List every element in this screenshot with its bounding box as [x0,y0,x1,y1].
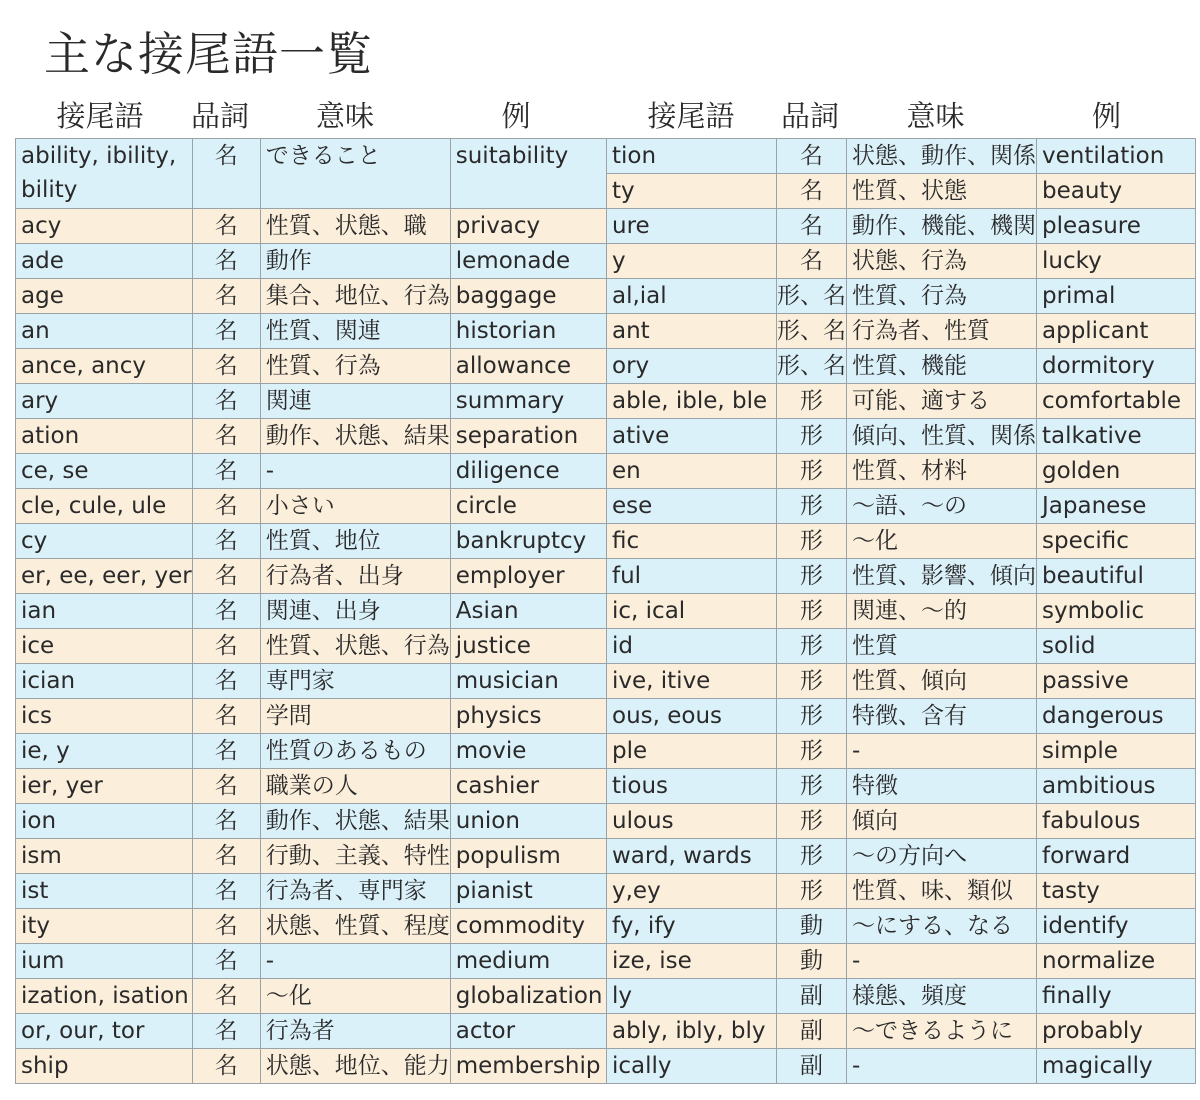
cell-suffix: ic, ical [607,594,777,629]
cell-example: magically [1037,1049,1196,1084]
cell-suffix: ade [16,244,193,279]
cell-suffix: ful [607,559,777,594]
cell-suffix: ician [16,664,193,699]
cell-part-of-speech: 名 [192,944,260,979]
cell-example: diligence [450,454,608,489]
cell-meaning: ～にする、なる [847,909,1037,944]
table-header-row [15,96,597,138]
suffix-table-left [15,138,609,1084]
cell-example: beauty [1037,174,1196,209]
cell-suffix: ability, ibility, bility [16,139,193,209]
table-row [16,1049,609,1084]
table-row [16,804,609,839]
cell-meaning: 状態、性質、程度 [260,909,450,944]
table-row [607,489,1196,524]
cell-meaning: ～化 [847,524,1037,559]
cell-part-of-speech: 名 [192,349,260,384]
cell-part-of-speech: 名 [192,629,260,664]
cell-suffix: ie, y [16,734,193,769]
cell-example: movie [450,734,608,769]
cell-meaning: 傾向 [847,804,1037,839]
cell-example: historian [450,314,608,349]
cell-part-of-speech: 形 [777,769,847,804]
cell-meaning: 関連 [260,384,450,419]
table-row [607,454,1196,489]
cell-meaning: ～化 [260,979,450,1014]
table-row [16,244,609,279]
cell-meaning: 行為者 [260,1014,450,1049]
cell-suffix: ian [16,594,193,629]
cell-part-of-speech: 名 [192,419,260,454]
cell-suffix: ium [16,944,193,979]
cell-meaning: 性質、行為 [260,349,450,384]
table-row [607,664,1196,699]
cell-meaning: できること [260,139,450,209]
header-pos: 品詞 [780,99,839,133]
table-row [16,944,609,979]
cell-suffix: fy, ify [607,909,777,944]
cell-part-of-speech: 名 [192,1014,260,1049]
suffix-table-left-panel [15,96,609,1084]
cell-suffix: al,ial [607,279,777,314]
cell-suffix: ous, eous [607,699,777,734]
cell-suffix: fic [607,524,777,559]
cell-example: passive [1037,664,1196,699]
table-row [16,454,609,489]
cell-meaning: 特徴 [847,769,1037,804]
cell-suffix: ice [16,629,193,664]
cell-part-of-speech: 名 [192,804,260,839]
cell-suffix: ese [607,489,777,524]
cell-example: actor [450,1014,608,1049]
cell-suffix: ize, ise [607,944,777,979]
cell-example: physics [450,699,608,734]
cell-meaning: 性質、機能 [847,349,1037,384]
table-row [16,524,609,559]
table-row [16,489,609,524]
cell-suffix: ant [607,314,777,349]
table-row [607,699,1196,734]
cell-meaning: 可能、適する [847,384,1037,419]
cell-example: dangerous [1037,699,1196,734]
cell-suffix: ive, itive [607,664,777,699]
cell-example: separation [450,419,608,454]
cell-example: baggage [450,279,608,314]
cell-suffix: cy [16,524,193,559]
cell-example: allowance [450,349,608,384]
cell-part-of-speech: 名 [777,244,847,279]
table-row [607,279,1196,314]
cell-part-of-speech: 名 [192,664,260,699]
cell-part-of-speech: 副 [777,1014,847,1049]
cell-example: simple [1037,734,1196,769]
cell-example: privacy [450,209,608,244]
table-row [16,664,609,699]
cell-meaning: 性質、状態 [847,174,1037,209]
cell-part-of-speech: 形 [777,594,847,629]
table-row [16,209,609,244]
cell-meaning: 傾向、性質、関係 [847,419,1037,454]
cell-meaning: ～語、～の [847,489,1037,524]
table-row [607,629,1196,664]
cell-part-of-speech: 形 [777,524,847,559]
cell-example: identify [1037,909,1196,944]
cell-part-of-speech: 形 [777,699,847,734]
cell-meaning: 職業の人 [260,769,450,804]
cell-example: Japanese [1037,489,1196,524]
table-row [16,559,609,594]
header-meaning: 意味 [315,99,374,133]
cell-example: pleasure [1037,209,1196,244]
cell-suffix: or, our, tor [16,1014,193,1049]
table-row [16,839,609,874]
cell-meaning: 性質、味、類似 [847,874,1037,909]
cell-part-of-speech: 名 [192,559,260,594]
cell-part-of-speech: 形 [777,839,847,874]
table-row [607,349,1196,384]
cell-meaning: 性質、状態、行為 [260,629,450,664]
cell-example: finally [1037,979,1196,1014]
cell-meaning: 行動、主義、特性 [260,839,450,874]
cell-example: solid [1037,629,1196,664]
cell-meaning: 状態、動作、関係 [847,139,1037,174]
header-example: 例 [1091,99,1121,133]
table-row [607,839,1196,874]
cell-meaning: 特徴、含有 [847,699,1037,734]
cell-meaning: 行為者、専門家 [260,874,450,909]
cell-example: membership [450,1049,608,1084]
cell-suffix: ory [607,349,777,384]
cell-suffix: ative [607,419,777,454]
cell-suffix: ure [607,209,777,244]
table-row [16,349,609,384]
cell-meaning: 小さい [260,489,450,524]
cell-part-of-speech: 名 [192,139,260,209]
cell-part-of-speech: 名 [192,594,260,629]
cell-example: beautiful [1037,559,1196,594]
cell-part-of-speech: 形 [777,874,847,909]
cell-meaning: ～できるように [847,1014,1037,1049]
header-suffix: 接尾語 [56,99,144,133]
table-row [607,314,1196,349]
cell-example: employer [450,559,608,594]
cell-part-of-speech: 名 [192,874,260,909]
cell-meaning: 性質、関連 [260,314,450,349]
table-row [16,384,609,419]
cell-meaning: 関連、～的 [847,594,1037,629]
cell-part-of-speech: 名 [192,384,260,419]
cell-part-of-speech: 名 [777,139,847,174]
table-row [607,944,1196,979]
table-row [16,979,609,1014]
table-row [607,419,1196,454]
cell-part-of-speech: 名 [192,909,260,944]
cell-suffix: ist [16,874,193,909]
cell-suffix: ically [607,1049,777,1084]
table-row [607,594,1196,629]
cell-example: cashier [450,769,608,804]
cell-meaning: 行為者、性質 [847,314,1037,349]
cell-example: medium [450,944,608,979]
table-header-row [606,96,1186,138]
cell-suffix: ics [16,699,193,734]
cell-meaning: 学問 [260,699,450,734]
cell-example: golden [1037,454,1196,489]
cell-example: symbolic [1037,594,1196,629]
cell-example: lucky [1037,244,1196,279]
cell-part-of-speech: 副 [777,979,847,1014]
table-row [16,594,609,629]
cell-meaning: 動作、状態、結果 [260,804,450,839]
cell-part-of-speech: 形、名 [777,279,847,314]
cell-part-of-speech: 名 [192,699,260,734]
cell-meaning: 様態、頻度 [847,979,1037,1014]
table-row [16,1014,609,1049]
cell-suffix: tion [607,139,777,174]
cell-meaning: 性質、地位 [260,524,450,559]
cell-suffix: acy [16,209,193,244]
cell-suffix: id [607,629,777,664]
cell-example: tasty [1037,874,1196,909]
cell-meaning: 状態、行為 [847,244,1037,279]
cell-example: populism [450,839,608,874]
table-row [607,769,1196,804]
cell-example: probably [1037,1014,1196,1049]
cell-example: summary [450,384,608,419]
cell-part-of-speech: 名 [192,839,260,874]
cell-meaning: 性質、状態、職 [260,209,450,244]
cell-example: applicant [1037,314,1196,349]
header-meaning: 意味 [906,99,965,133]
cell-example: justice [450,629,608,664]
cell-meaning: 性質のあるもの [260,734,450,769]
cell-part-of-speech: 名 [192,209,260,244]
suffix-table-right-panel [606,96,1196,1084]
cell-example: bankruptcy [450,524,608,559]
cell-example: musician [450,664,608,699]
cell-example: forward [1037,839,1196,874]
cell-suffix: ty [607,174,777,209]
cell-meaning: - [847,1049,1037,1084]
cell-suffix: ple [607,734,777,769]
cell-suffix: y,ey [607,874,777,909]
cell-example: talkative [1037,419,1196,454]
cell-part-of-speech: 動 [777,909,847,944]
table-row [607,244,1196,279]
cell-meaning: 動作 [260,244,450,279]
cell-part-of-speech: 名 [777,209,847,244]
cell-part-of-speech: 名 [192,489,260,524]
cell-suffix: ably, ibly, bly [607,1014,777,1049]
cell-meaning: - [260,454,450,489]
cell-part-of-speech: 形 [777,734,847,769]
cell-suffix: ly [607,979,777,1014]
table-row [607,139,1196,174]
table-row [16,699,609,734]
table-row [16,769,609,804]
table-row [607,209,1196,244]
cell-meaning: 性質、行為 [847,279,1037,314]
cell-part-of-speech: 形 [777,664,847,699]
cell-suffix: ier, yer [16,769,193,804]
table-row [16,279,609,314]
cell-meaning: 関連、出身 [260,594,450,629]
table-row [16,909,609,944]
table-row [16,314,609,349]
cell-meaning: 性質、傾向 [847,664,1037,699]
cell-suffix: en [607,454,777,489]
cell-suffix: ance, ancy [16,349,193,384]
cell-part-of-speech: 名 [192,314,260,349]
cell-meaning: 性質、影響、傾向 [847,559,1037,594]
cell-example: specific [1037,524,1196,559]
table-row [607,734,1196,769]
header-pos: 品詞 [190,99,249,133]
cell-suffix: able, ible, ble [607,384,777,419]
cell-example: circle [450,489,608,524]
cell-suffix: y [607,244,777,279]
cell-meaning: 動作、状態、結果 [260,419,450,454]
cell-meaning: - [847,944,1037,979]
cell-part-of-speech: 名 [192,1049,260,1084]
cell-part-of-speech: 名 [192,979,260,1014]
cell-part-of-speech: 形 [777,419,847,454]
cell-part-of-speech: 副 [777,1049,847,1084]
cell-example: lemonade [450,244,608,279]
cell-suffix: er, ee, eer, yer [16,559,193,594]
cell-part-of-speech: 名 [192,734,260,769]
cell-part-of-speech: 形、名 [777,349,847,384]
table-row [607,979,1196,1014]
cell-suffix: ity [16,909,193,944]
cell-example: fabulous [1037,804,1196,839]
cell-suffix: ward, wards [607,839,777,874]
cell-part-of-speech: 形 [777,804,847,839]
table-row [16,734,609,769]
cell-suffix: ization, isation [16,979,193,1014]
cell-part-of-speech: 形 [777,629,847,664]
table-row [16,874,609,909]
table-row [16,139,609,209]
cell-meaning: 動作、機能、機関 [847,209,1037,244]
table-row [607,174,1196,209]
table-row [16,629,609,664]
cell-part-of-speech: 名 [192,769,260,804]
cell-suffix: ion [16,804,193,839]
cell-suffix: an [16,314,193,349]
table-row [607,524,1196,559]
cell-example: suitability [450,139,608,209]
table-row [607,1049,1196,1084]
cell-part-of-speech: 名 [777,174,847,209]
cell-meaning: 集合、地位、行為 [260,279,450,314]
cell-part-of-speech: 形 [777,384,847,419]
cell-part-of-speech: 形 [777,559,847,594]
cell-suffix: tious [607,769,777,804]
table-row [607,559,1196,594]
cell-suffix: ation [16,419,193,454]
cell-meaning: 状態、地位、能力 [260,1049,450,1084]
cell-part-of-speech: 動 [777,944,847,979]
cell-suffix: cle, cule, ule [16,489,193,524]
cell-example: union [450,804,608,839]
cell-example: Asian [450,594,608,629]
page-title: 主な接尾語一覧 [44,27,373,81]
table-row [607,874,1196,909]
cell-part-of-speech: 名 [192,524,260,559]
cell-suffix: ship [16,1049,193,1084]
cell-example: ventilation [1037,139,1196,174]
header-suffix: 接尾語 [647,99,735,133]
suffix-table-right [606,138,1196,1084]
cell-example: ambitious [1037,769,1196,804]
cell-meaning: 性質、材料 [847,454,1037,489]
cell-part-of-speech: 形、名 [777,314,847,349]
cell-example: pianist [450,874,608,909]
cell-suffix: age [16,279,193,314]
cell-suffix: ulous [607,804,777,839]
table-row [607,1014,1196,1049]
cell-example: commodity [450,909,608,944]
cell-part-of-speech: 名 [192,244,260,279]
cell-example: primal [1037,279,1196,314]
cell-suffix: ism [16,839,193,874]
cell-part-of-speech: 形 [777,454,847,489]
cell-part-of-speech: 名 [192,279,260,314]
table-row [16,419,609,454]
cell-example: globalization [450,979,608,1014]
cell-example: normalize [1037,944,1196,979]
cell-meaning: 性質 [847,629,1037,664]
cell-example: comfortable [1037,384,1196,419]
table-row [607,384,1196,419]
cell-part-of-speech: 形 [777,489,847,524]
table-row [607,909,1196,944]
cell-suffix: ce, se [16,454,193,489]
cell-meaning: ～の方向へ [847,839,1037,874]
cell-suffix: ary [16,384,193,419]
cell-meaning: - [847,734,1037,769]
cell-part-of-speech: 名 [192,454,260,489]
table-row [607,804,1196,839]
cell-meaning: 専門家 [260,664,450,699]
cell-meaning: 行為者、出身 [260,559,450,594]
cell-meaning: - [260,944,450,979]
header-example: 例 [501,99,531,133]
cell-example: dormitory [1037,349,1196,384]
